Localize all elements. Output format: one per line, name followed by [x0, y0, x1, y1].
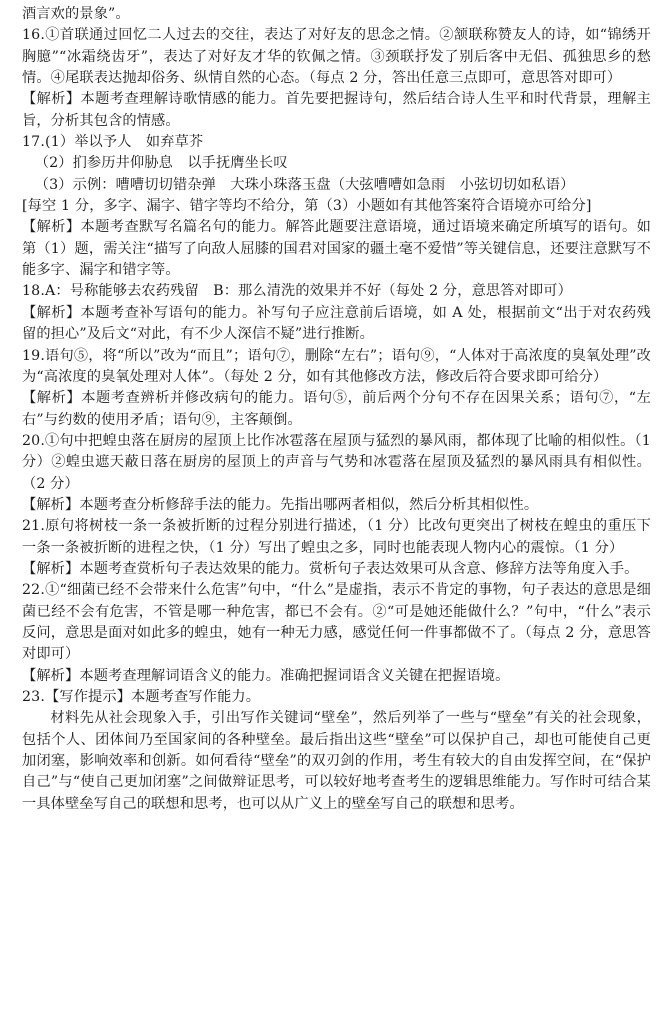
analysis-22: 【解析】本题考查理解词语含义的能力。准确把握词语含义关键在把握语境。 — [22, 667, 510, 684]
analysis-20: 【解析】本题考查分析修辞手法的能力。先指出哪两者相似，然后分析其相似性。 — [22, 496, 539, 513]
analysis-19: 【解析】本题考查辨析并修改病句的能力。语句⑤，前后两个分句不存在因果关系；语句⑦，“左右”与约数的使用矛盾；语句⑨，主客颠倒。 — [22, 390, 651, 428]
answer-16: 16.①首联通过回忆二人过去的交往，表达了对好友的思念之情。②颔联称赞友人的诗，如“锦绣开胸臆”“冰霜绕齿牙”，表达了对好友才华的钦佩之情。③颈联抒发了别后客中无侣、孤独思乡的愁情。④尾联表达抛却俗务、纵情自然的心态。（每点 2 分，答出任意三点即可，意思答对即可） — [22, 27, 651, 87]
writing-tip-body: 材料先从社会现象入手，引出写作关键词“壁垒”，然后列举了一些与“壁垒”有关的社会现象，包括个人、团体间乃至国家间的各种壁垒。最后指出这些“壁垒”可以保护自己，却也可能使自己更加闭塞，影响效率和创新。如何看待“壁垒”的双刃剑的作用，考生有较大的自由发挥空间，在“保护自己”与“使自己更加闭塞”之间做辩证思考，可以较好地考查考生的逻辑思维能力。写作时可结合某一具体壁垒写自己的联想和思考，也可以从广义上的壁垒写自己的联想和思考。 — [22, 710, 651, 812]
answer-17-3: （3）示例：嘈嘈切切错杂弹 大珠小珠落玉盘（大弦嘈嘈如急雨 小弦切切如私语） — [34, 176, 575, 193]
answer-18: 18.A：号称能够去农药残留 B：那么清洗的效果并不好（每处 2 分，意思答对即可） — [22, 283, 572, 300]
paragraph-continuation: 酒言欢的景象”。 — [22, 6, 130, 22]
answer-17-1: 17.(1）举以予人 如弃草芥 — [22, 134, 204, 151]
analysis-18: 【解析】本题考查补写语句的能力。补写句子应注意前后语境，如 A 处，根据前文“出于对农药残留的担心”及后文“对此，有不少人深信不疑”进行推断。 — [22, 304, 651, 343]
answer-17-2: （2）扪参历井仰胁息 以手抚膺坐长叹 — [34, 155, 288, 172]
analysis-21: 【解析】本题考查赏析句子表达效果的能力。赏析句子表达效果可从含意、修辞方法等角度入手。 — [22, 560, 639, 577]
answer-22: 22.①“细菌已经不会带来什么危害”句中，“什么”是虚指，表示不肯定的事物，句子表达的意思是细菌已经不会有危害，不管是哪一种危害，都已不会有。②“可是她还能做什么？”句中，“什么”表示反问，意思是面对如此多的蝗虫，她有一种无力感，感觉任何一件事都做不了。（每点 2 分，意思答对即可） — [22, 582, 651, 663]
analysis-16: 【解析】本题考查理解诗歌情感的能力。首先要把握诗句，然后结合诗人生平和时代背景，理解主旨，分析其包含的情感。 — [22, 91, 651, 129]
analysis-17: 【解析】本题考查默写名篇名句的能力。解答此题要注意语境，通过语境来确定所填写的语句。如第（1）题，需关注“描写了向敌人屈膝的国君对国家的疆土毫不爱惜”等关键信息，还要注意默写不能多字、漏字和错字等。 — [22, 219, 651, 279]
writing-tip-heading: 23.【写作提示】本题考查写作能力。 — [22, 689, 261, 705]
scoring-note-17: [每空 1 分，多字、漏字、错字等均不给分，第（3）小题如有其他答案符合语境亦可给分] — [22, 198, 592, 215]
answer-19: 19.语句⑤，将“所以”改为“而且”；语句⑦，删除“左右”；语句⑨，“人体对于高浓度的臭氧处理”改为“高浓度的臭氧处理对人体”。（每处 2 分，如有其他修改方法，修改后符合要求即可给分） — [22, 347, 651, 385]
answer-20: 20.①句中把蝗虫落在厨房的屋顶上比作冰雹落在屋顶与猛烈的暴风雨，都体现了比喻的相似性。（1 分）②蝗虫遮天蔽日落在厨房的屋顶上的声音与气势和冰雹落在屋顶及猛烈的暴风雨具有相似性。（2 分） — [22, 432, 651, 492]
answer-21: 21.原句将树枝一条一条被折断的过程分别进行描述，（1 分）比改句更突出了树枝在蝗虫的重压下一条一条被折断的进程之快，（1 分）写出了蝗虫之多，同时也能表现人物内心的震惊。（1 分） — [22, 518, 651, 556]
